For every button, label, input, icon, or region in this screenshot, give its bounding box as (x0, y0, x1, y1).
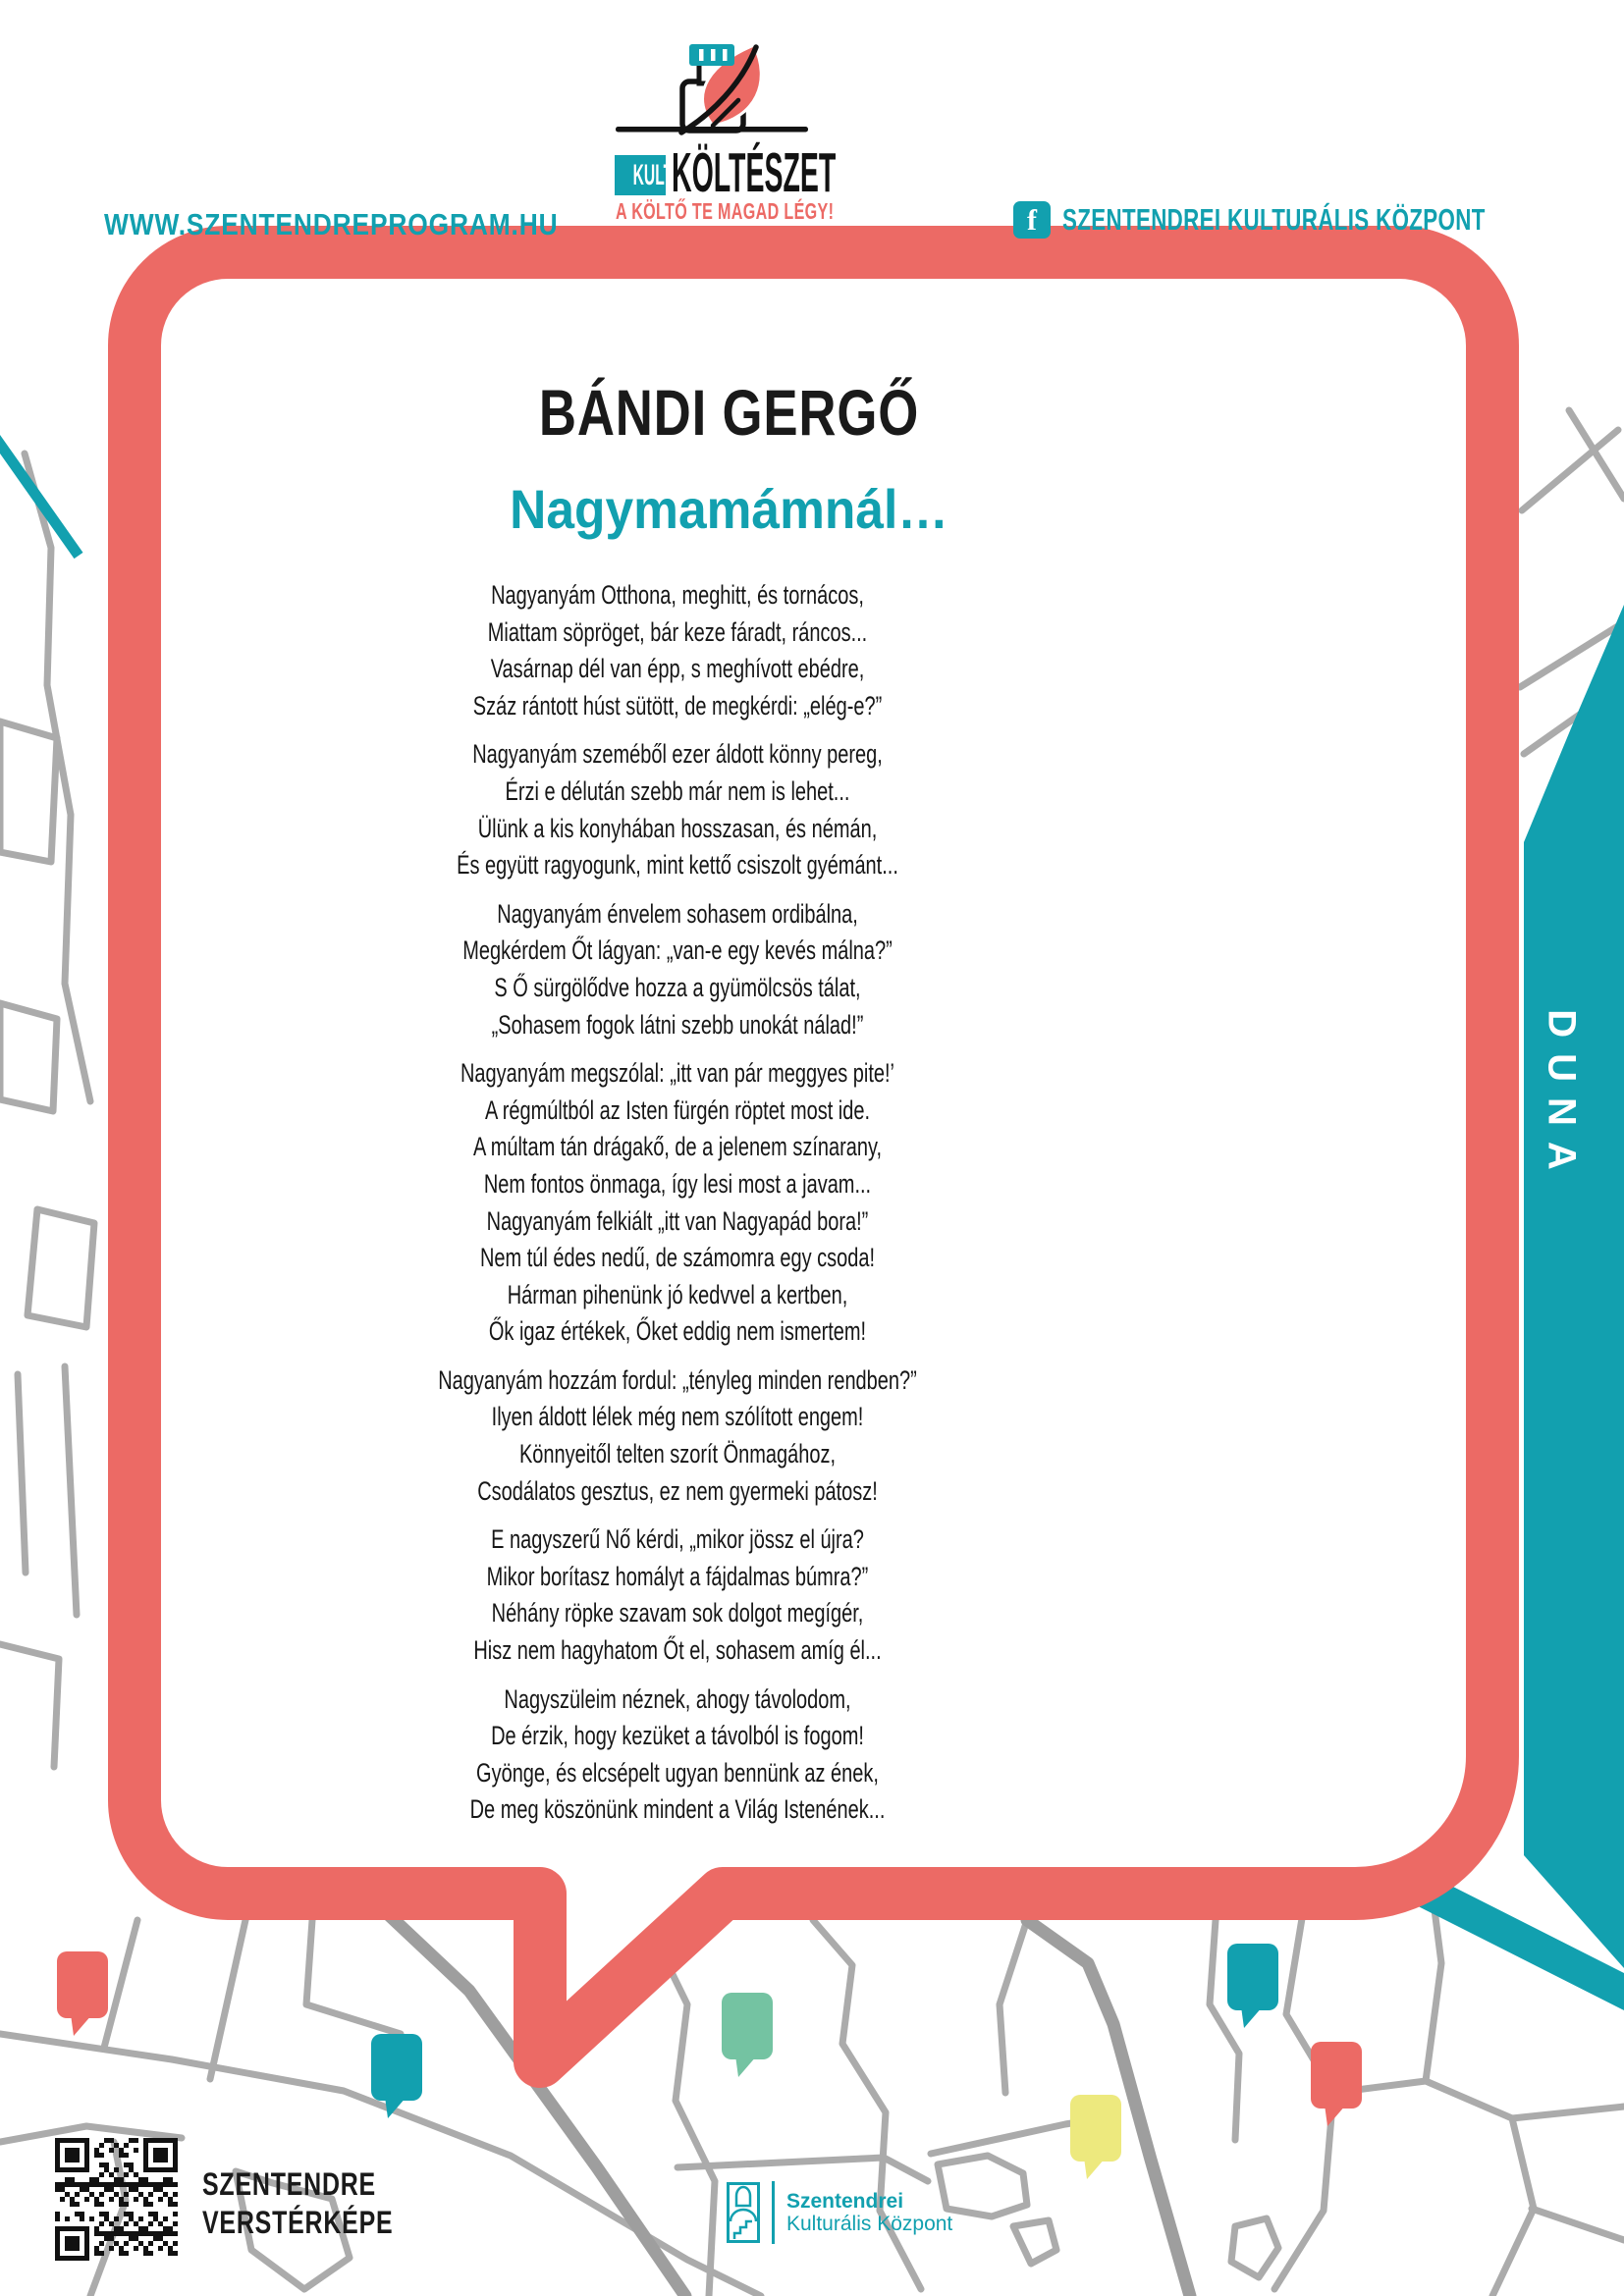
poem-line: A régmúltból az Isten fürgén röptet most ide. (484, 1095, 871, 1125)
qr-code (55, 2138, 178, 2266)
poem-line: Mikor borítasz homályt a fájdalmas búmra?” (486, 1561, 869, 1591)
poem-line: E nagyszerű Nő kérdi, „mikor jössz el újra? (491, 1524, 864, 1555)
map-marker (722, 1993, 773, 2077)
poem-line: Érzi e délután szebb már nem is lehet... (505, 775, 850, 806)
poem-stanza (256, 736, 1099, 883)
poem-line: Ülünk a kis konyhában hosszasan, és némán, (477, 813, 878, 843)
building-icon (727, 2182, 760, 2243)
map-marker (371, 2034, 422, 2118)
logo-baseline (616, 127, 808, 133)
poem-line: Nagyszüleim néznek, ahogy távolodom, (504, 1683, 851, 1714)
poem-line: De érzik, hogy kezüket a távolból is fogom! (491, 1721, 864, 1751)
poem-line: Megkérdem Őt lágyan: „van-e egy kevés málna?” (462, 935, 893, 966)
poem-stanza (256, 577, 1099, 724)
poem-line: És együtt ragyogunk, mint kettő csiszolt gyémánt... (457, 850, 898, 881)
poem-line: Vasárnap dél van épp, s meghívott ebédre, (490, 654, 865, 684)
qr-caption-line2: VERSTÉRKÉPE (202, 2205, 394, 2240)
poem-line: Ilyen áldott lélek még nem szólított engem! (491, 1402, 864, 1432)
poem-line: A múltam tán drágakő, de a jelenem színarany, (472, 1132, 883, 1162)
facebook-icon: f (1013, 201, 1051, 239)
poem-line: Nagyanyám hozzám fordul: „tényleg minden rendben?” (438, 1364, 917, 1395)
poem-stanza (256, 1362, 1099, 1510)
poem-line: Ők igaz értékek, Őket eddig nem ismertem! (488, 1316, 867, 1347)
poem-line: Könnyeitől telten szorít Önmagához, (518, 1439, 837, 1469)
map-marker (1070, 2095, 1121, 2179)
poem-line: Nagyanyám felkiált „itt van Nagyapád bora!” (486, 1205, 869, 1236)
logo-title: KÖLTÉSZET (672, 141, 837, 204)
website-link[interactable]: WWW.SZENTENDREPROGRAM.HU (104, 207, 559, 241)
map-marker (57, 1951, 108, 2036)
footer-divider (772, 2181, 775, 2244)
facebook-link[interactable] (1013, 201, 1624, 239)
poem-stanza (256, 896, 1099, 1043)
poem-line: Hárman pihenünk jó kedvvel a kertben, (507, 1279, 848, 1309)
poem-line: „Sohasem fogok látni szebb unokát nálad!” (491, 1009, 864, 1040)
poem-line: Nagyanyám Otthona, meghitt, és tornácos, (491, 580, 864, 610)
qr-caption-line1: SZENTENDRE (202, 2166, 376, 2202)
poem-line: Néhány röpke szavam sok dolgot megígér, (491, 1598, 864, 1629)
poem-line: Gyönge, és elcsépelt ugyan bennünk az ének, (476, 1757, 879, 1788)
facebook-page-label: SZENTENDREI KULTURÁLIS KÖZPONT (1062, 202, 1486, 237)
bottle-cap-icon (689, 44, 734, 66)
map-marker (1227, 1944, 1278, 2028)
poem-author: BÁNDI GERGŐ (538, 376, 920, 449)
qr-caption (202, 2165, 393, 2242)
poem-title: Nagymamámnál… (510, 478, 948, 540)
river-label: DUNA (1540, 1009, 1584, 1186)
poem-body (256, 577, 1099, 1841)
logo-tagline: A KÖLTŐ TE MAGAD LÉGY! (616, 198, 835, 224)
poem-line: Miattam söpröget, bár keze fáradt, ráncos... (487, 616, 868, 647)
poem-line: Nagyanyám énvelem sohasem ordibálna, (497, 898, 858, 929)
poem-line: Csodálatos gesztus, ez nem gyermeki pátosz! (477, 1475, 878, 1506)
map-marker (1311, 2042, 1362, 2126)
poem-line: De meg köszönünk mindent a Világ Istenének... (469, 1794, 886, 1825)
poem-stanza (256, 1682, 1099, 1829)
footer-org-logo (727, 2181, 952, 2244)
poem-stanza (256, 1522, 1099, 1669)
poem-line: Száz rántott húst sütött, de megkérdi: „elég-e?” (472, 690, 883, 721)
poem-line: Hisz nem hagyhatom Őt el, sohasem amíg él... (473, 1635, 882, 1666)
poem-line: Nagyanyám megszólal: „itt van pár meggyes pite!’ (460, 1058, 894, 1089)
poem-stanza (256, 1055, 1099, 1351)
poem-line: Nem fontos önmaga, így lesi most a javam... (483, 1168, 872, 1199)
footer-org-line2: Kulturális Központ (786, 2213, 953, 2235)
kult-logo-icon (579, 27, 854, 143)
poem-line: Nem túl édes nedű, de számomra egy csoda! (479, 1243, 876, 1273)
poem-line: S Ő sürgölődve hozza a gyümölcsös tálat, (494, 972, 861, 1002)
poem-line: Nagyanyám szeméből ezer áldott könny pereg, (472, 739, 883, 770)
kult-badge: KULT (615, 155, 666, 195)
footer-org-line1: Szentendrei (786, 2190, 904, 2213)
